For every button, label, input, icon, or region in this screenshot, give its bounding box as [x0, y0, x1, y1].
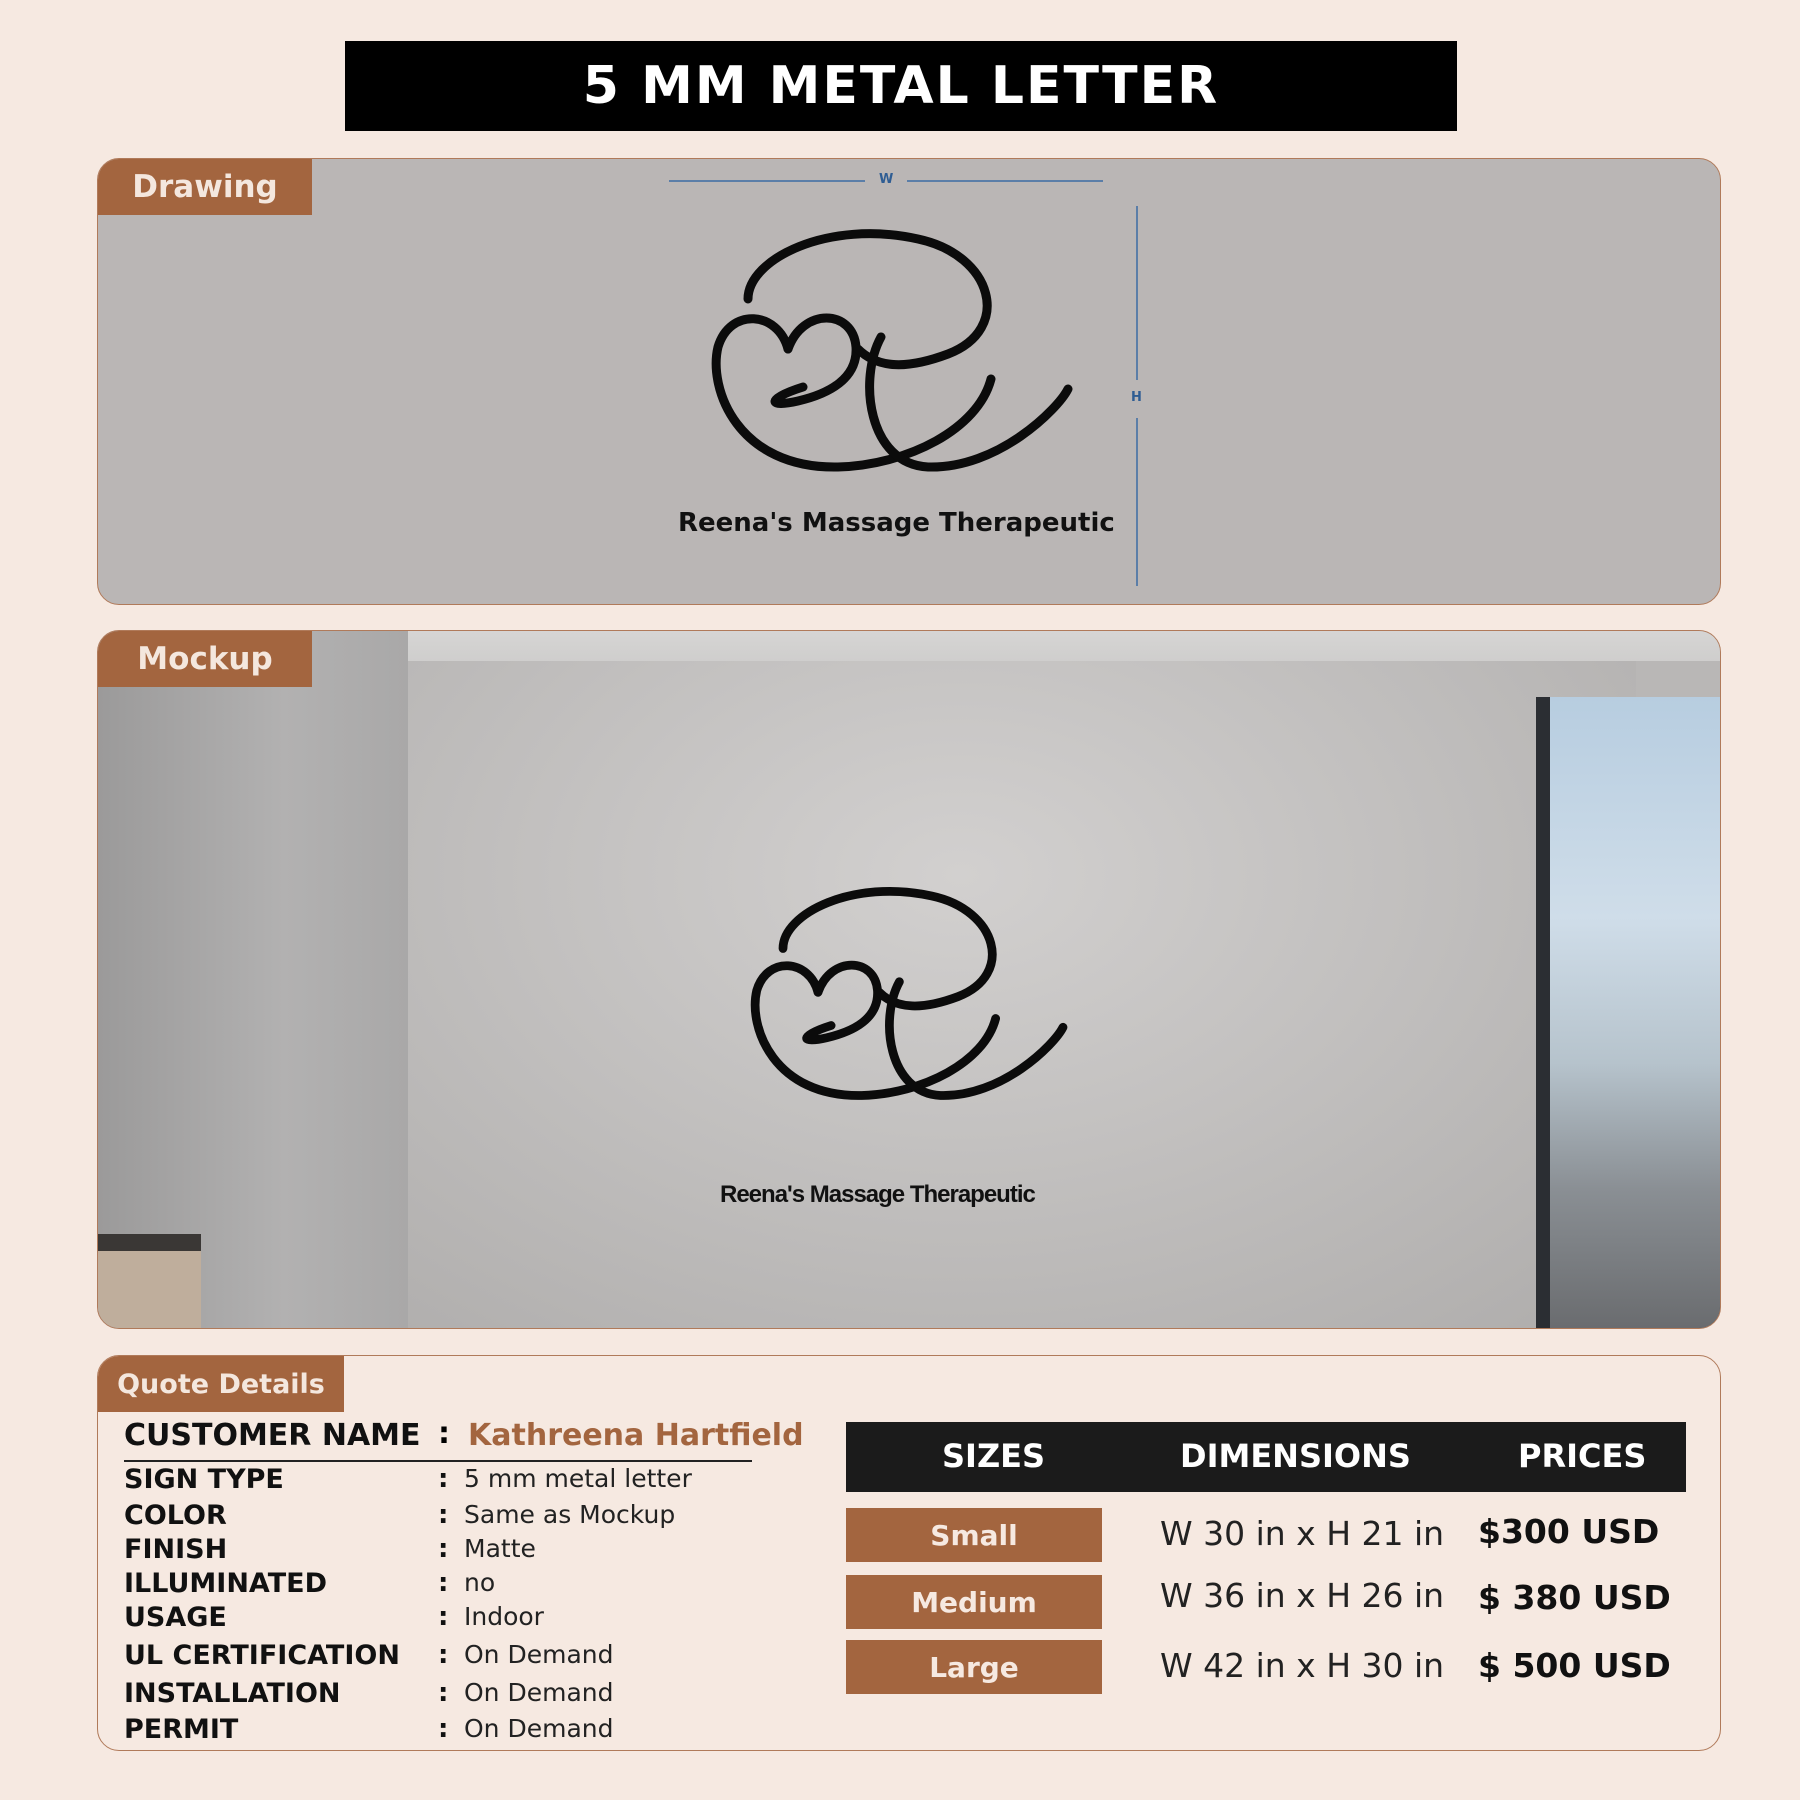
- mockup-logo-text: Reena's Massage Therapeutic: [720, 1181, 1035, 1208]
- detail-label: COLOR: [124, 1500, 227, 1531]
- detail-label: ILLUMINATED: [124, 1568, 328, 1599]
- customer-name-colon: :: [438, 1416, 450, 1451]
- detail-colon: :: [438, 1714, 449, 1744]
- page-title: 5 MM METAL LETTER: [345, 41, 1457, 131]
- detail-label: SIGN TYPE: [124, 1464, 284, 1495]
- detail-label: FINISH: [124, 1534, 228, 1565]
- detail-value: Indoor: [464, 1602, 544, 1631]
- size-large-price: $ 500 USD: [1478, 1646, 1671, 1685]
- detail-value: On Demand: [464, 1640, 614, 1669]
- detail-colon: :: [438, 1678, 449, 1708]
- customer-name-label: CUSTOMER NAME: [124, 1418, 421, 1453]
- detail-colon: :: [438, 1500, 449, 1530]
- detail-colon: :: [438, 1568, 449, 1598]
- mockup-panel: [97, 630, 1721, 1329]
- detail-value: no: [464, 1568, 496, 1597]
- detail-value: On Demand: [464, 1678, 614, 1707]
- size-medium-button[interactable]: Medium: [846, 1575, 1102, 1629]
- width-dimension-line: [907, 180, 1103, 182]
- size-small-button[interactable]: Small: [846, 1508, 1102, 1562]
- detail-row: [124, 1678, 764, 1714]
- detail-label: INSTALLATION: [124, 1678, 341, 1709]
- detail-colon: :: [438, 1534, 449, 1564]
- detail-label: PERMIT: [124, 1714, 239, 1745]
- detail-row: [124, 1714, 764, 1750]
- header-sizes: SIZES: [942, 1437, 1046, 1475]
- detail-row: [124, 1602, 764, 1638]
- detail-label: UL CERTIFICATION: [124, 1640, 400, 1671]
- size-small-price: $300 USD: [1478, 1512, 1660, 1551]
- width-dimension-line: [669, 180, 865, 182]
- detail-value: Same as Mockup: [464, 1500, 676, 1529]
- size-large-button[interactable]: Large: [846, 1640, 1102, 1694]
- detail-row: [124, 1568, 764, 1604]
- detail-row: [124, 1534, 764, 1570]
- detail-value: Matte: [464, 1534, 536, 1563]
- quote-panel: [97, 1355, 1721, 1751]
- drawing-tab: Drawing: [98, 159, 312, 215]
- size-medium-dimensions: W 36 in x H 26 in: [1160, 1576, 1445, 1615]
- counter-top: [98, 1234, 201, 1328]
- customer-name-value: Kathreena Hartfield: [468, 1418, 804, 1453]
- detail-colon: :: [438, 1464, 449, 1494]
- drawing-logo-text: Reena's Massage Therapeutic: [678, 508, 1115, 538]
- size-medium-price: $ 380 USD: [1478, 1578, 1671, 1617]
- header-prices: PRICES: [1518, 1437, 1647, 1475]
- drawing-panel: [97, 158, 1721, 605]
- mockup-logo-monogram: [748, 886, 1168, 1116]
- detail-colon: :: [438, 1602, 449, 1632]
- detail-row: [124, 1464, 764, 1500]
- detail-row: [124, 1640, 764, 1676]
- size-small-dimensions: W 30 in x H 21 in: [1160, 1514, 1445, 1553]
- logo-monogram: [708, 229, 1188, 489]
- detail-value: 5 mm metal letter: [464, 1464, 692, 1493]
- customer-name-underline: [124, 1460, 752, 1462]
- window-city-view: [1550, 697, 1720, 1328]
- price-table-header: [846, 1422, 1686, 1492]
- detail-row: [124, 1500, 764, 1536]
- detail-value: On Demand: [464, 1714, 614, 1743]
- width-marker: W: [879, 172, 894, 187]
- side-wall: [98, 631, 408, 1328]
- size-large-dimensions: W 42 in x H 30 in: [1160, 1646, 1445, 1685]
- height-marker: H: [1131, 390, 1142, 405]
- header-dimensions: DIMENSIONS: [1180, 1437, 1411, 1475]
- mockup-tab: Mockup: [98, 631, 312, 687]
- ceiling: [408, 631, 1720, 661]
- detail-label: USAGE: [124, 1602, 227, 1633]
- detail-colon: :: [438, 1640, 449, 1670]
- quote-tab: Quote Details: [98, 1356, 344, 1412]
